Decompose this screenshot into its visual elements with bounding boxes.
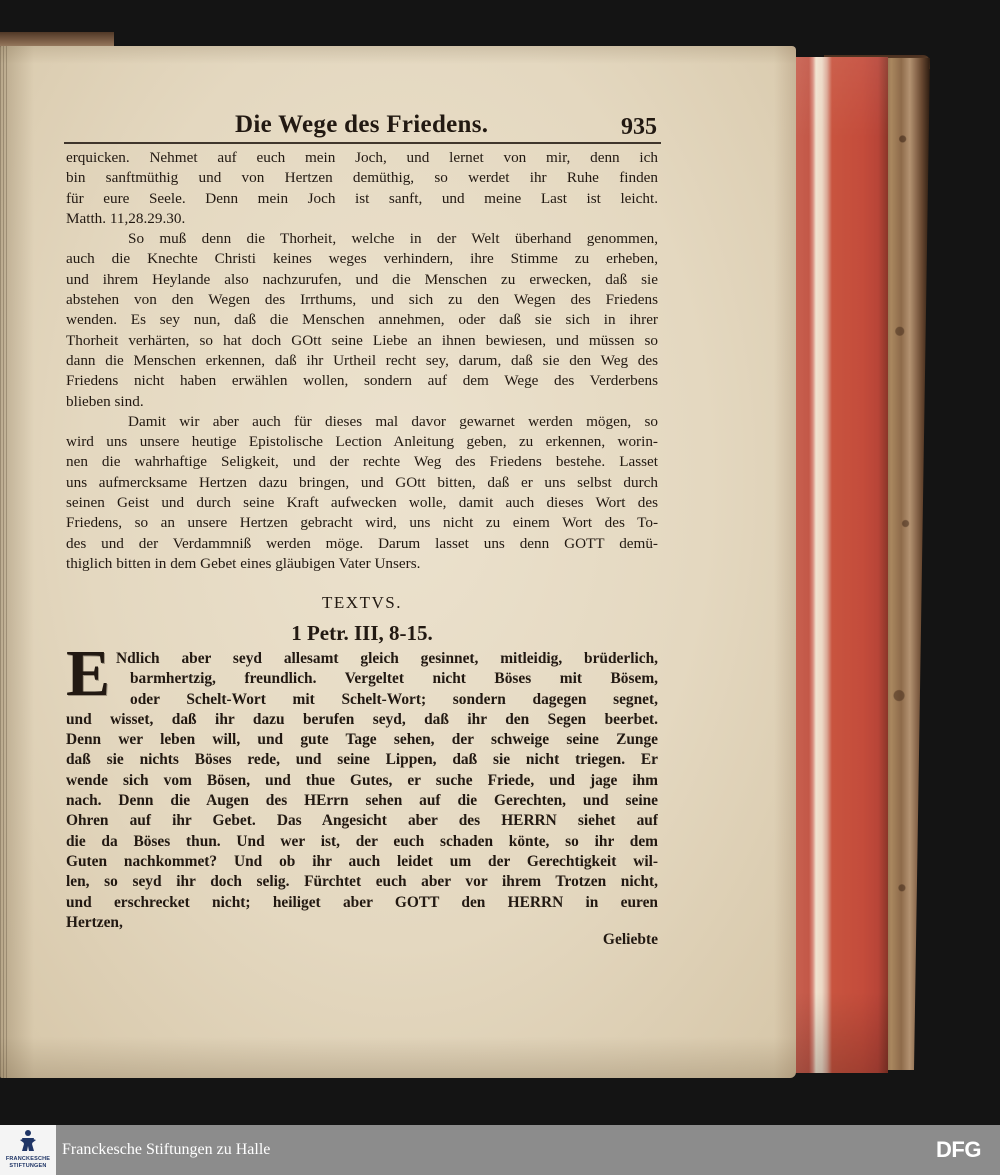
- running-title: Die Wege des Friedens.: [235, 111, 489, 138]
- text-line: Friedens nicht haben erwählen wollen, sondern auf dem Wege des Verderbens: [66, 372, 658, 390]
- text-line: Friedens, so an unsere Hertzen gebracht wird, uns nicht zu einem Wort des To-: [66, 514, 658, 532]
- text-line: bin sanftmüthig und von Hertzen demüthig, so werdet ihr Ruhe finden: [66, 169, 658, 187]
- text-line: thiglich bitten in dem Gebet eines gläubigen Vater Unsers.: [66, 554, 421, 572]
- scripture-line: und wisset, daß ihr dazu berufen seyd, daß ihr den Segen beerbet.: [66, 710, 658, 728]
- text-line: Damit wir aber auch für dieses mal davor gewarnet werden mögen, so: [128, 412, 658, 430]
- institution-name: Franckesche Stiftungen zu Halle: [62, 1141, 271, 1158]
- scripture-line: wende sich vom Bösen, und thue Gutes, er suche Friede, und jage ihm: [66, 771, 658, 789]
- header-rule: [64, 142, 661, 144]
- scripture-line: Denn wer leben will, und gute Tage sehen, der schweige seine Zunge: [66, 731, 658, 749]
- textus-heading: TEXTVS.: [322, 593, 402, 612]
- red-page-edges: [788, 57, 888, 1073]
- text-line: Matth. 11,28.29.30.: [66, 209, 186, 227]
- text-line: und ihrem Heylande also nachzurufen, und die Menschen zu erwecken, daß sie: [66, 270, 658, 288]
- catchword: Geliebte: [602, 931, 658, 948]
- scripture-line: nach. Denn die Augen des HErrn sehen auf die Gerechten, und seine: [66, 792, 658, 810]
- text-line: abstehen von den Wegen des Irrthums, und sich zu den Wegen des Friedens: [66, 291, 658, 309]
- text-line: auch die Knechte Christi keines weges verhindern, ihre Stimme zu erheben,: [66, 250, 658, 268]
- scripture-line: und erschrecket nicht; heiliget aber GOTT den HERRN in euren: [66, 893, 658, 911]
- text-line: für eure Seele. Denn mein Joch ist sanft, und meine Last ist leicht.: [66, 189, 658, 207]
- page-number: 935: [621, 114, 657, 140]
- text-line: uns aufmercksame Hertzen dazu bringen, und GOtt bitten, daß er uns selbst durch: [66, 473, 658, 491]
- paragraph: [66, 412, 658, 574]
- paragraph: [66, 148, 658, 229]
- scripture-line: oder Schelt-Wort mit Schelt-Wort; sondern dagegen segnet,: [130, 690, 658, 708]
- drop-cap-initial: E: [65, 637, 111, 710]
- paragraph: [66, 229, 658, 412]
- text-line: wenden. Es sey nun, daß die Menschen annehmen, oder daß sie sich in ihrer: [66, 311, 658, 329]
- institution-logo: [0, 1125, 56, 1175]
- logo-text-line: STIFTUNGEN: [9, 1163, 47, 1169]
- text-line: erquicken. Nehmet auf euch mein Joch, und lernet von mir, denn ich: [66, 149, 658, 166]
- scripture-line: Ohren auf ihr Gebet. Das Angesicht aber des HERRN siehet auf: [66, 812, 658, 830]
- text-line: blieben sind.: [66, 392, 144, 410]
- scripture-line: daß sie nichts Böses rede, und seine Lippen, daß sie nicht triegen. Er: [66, 751, 658, 769]
- text-line: dann die Menschen erkennen, daß ihr Urtheil recht sey, darum, daß sie den Weg des: [66, 351, 658, 369]
- dfg-logo-icon: DFG: [936, 1137, 981, 1162]
- book-page: [0, 46, 796, 1078]
- scripture-line: Guten nachkommet? Und ob ihr auch leidet um der Gerechtigkeit wil-: [66, 852, 658, 870]
- text-line: So muß denn die Thorheit, welche in der Welt überhand genommen,: [128, 230, 658, 248]
- franckesche-stiftungen-logo-icon: [19, 1129, 37, 1152]
- footer-bar: [0, 1125, 1000, 1175]
- scripture-line: Ndlich aber seyd allesamt gleich gesinnet, mitleidig, brüderlich,: [116, 650, 658, 667]
- sermon-text: [66, 148, 658, 574]
- text-line: wird uns unsere heutige Epistolische Lection Anleitung geben, zu erkennen, worin-: [66, 433, 658, 451]
- scripture-line: len, so seyd ihr doch selig. Fürchtet euch aber vor ihrem Trotzen nicht,: [66, 873, 658, 891]
- text-line: Thorheit verhärten, so hat doch GOtt seine Liebe an ihnen bewiesen, und müssen so: [66, 331, 658, 349]
- scripture-text: [66, 649, 658, 933]
- scripture-line: barmhertzig, freundlich. Vergeltet nicht Böses mit Bösem,: [130, 670, 658, 688]
- text-line: des und der Verdammniß werden möge. Darum lasset uns denn GOTT demü-: [66, 534, 658, 552]
- scripture-reference: 1 Petr. III, 8-15.: [291, 621, 433, 645]
- text-line: nen die wahrhaftige Seligkeit, und der rechte Weg des Friedens bestehe. Lasset: [66, 453, 658, 471]
- page-stack-edge: [0, 46, 9, 1078]
- text-line: seinen Geist und durch seine Kraft aufwecken wolle, damit auch dieses Wort des: [66, 494, 658, 512]
- logo-text-line: FRANCKESCHE: [5, 1156, 51, 1162]
- scripture-line: die da Böses thun. Und wer ist, der euch schaden könte, so ihr dem: [66, 832, 658, 850]
- scripture-line: Hertzen,: [66, 913, 123, 931]
